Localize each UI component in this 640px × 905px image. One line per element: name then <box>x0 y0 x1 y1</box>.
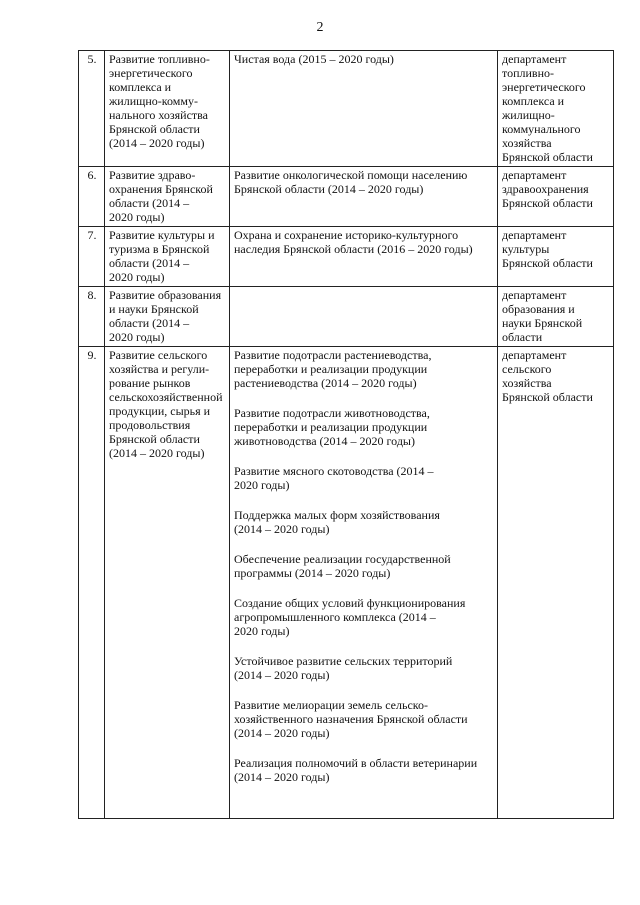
row-number: 5. <box>87 52 97 66</box>
program-name-cell <box>105 347 230 819</box>
table-row <box>79 287 614 347</box>
program-name: Развитие топливно- энергетического комплекса и жилищно-комму- нального хозяйства Брянской области (2014 – 2020 годы) <box>109 52 210 150</box>
department-name: департамент здравоохранения Брянской области <box>502 168 593 210</box>
subprograms-cell <box>230 347 498 819</box>
department-name: департамент культуры Брянской области <box>502 228 593 270</box>
program-name: Развитие сельского хозяйства и регули- рование рынков сельскохозяйственной продукции, сырья и продовольствия Брянской области (2014 – 2020 годы) <box>109 348 223 460</box>
program-name-cell <box>105 227 230 287</box>
row-number-cell <box>79 167 105 227</box>
department-cell <box>498 287 614 347</box>
table-row <box>79 167 614 227</box>
row-number-cell <box>79 227 105 287</box>
table-row <box>79 347 614 819</box>
department-cell <box>498 347 614 819</box>
department-name: департамент сельского хозяйства Брянской области <box>502 348 593 404</box>
subprograms-cell <box>230 287 498 347</box>
row-number-cell <box>79 347 105 819</box>
program-name-cell <box>105 287 230 347</box>
subprogram-item: Развитие подотрасли растениеводства, переработки и реализации продукции растениеводства (2014 – 2020 годы) <box>234 348 432 390</box>
row-number: 8. <box>87 288 97 302</box>
row-number-cell <box>79 287 105 347</box>
row-number: 6. <box>87 168 97 182</box>
subprograms-cell <box>230 227 498 287</box>
page-number: 2 <box>316 20 324 35</box>
subprogram-item: Обеспечение реализации государственной программы (2014 – 2020 годы) <box>234 552 451 580</box>
row-number: 7. <box>87 228 97 242</box>
subprogram-list <box>234 228 494 256</box>
subprogram-item: Устойчивое развитие сельских территорий (2014 – 2020 годы) <box>234 654 453 682</box>
subprogram-item: Развитие подотрасли животноводства, переработки и реализации продукции животноводства (2014 – 2020 годы) <box>234 406 430 448</box>
subprogram-item: Развитие онкологической помощи населению Брянской области (2014 – 2020 годы) <box>234 168 468 196</box>
program-name-cell <box>105 51 230 167</box>
subprogram-item: Чистая вода (2015 – 2020 годы) <box>234 52 394 66</box>
table-row <box>79 51 614 167</box>
subprogram-list <box>234 348 494 784</box>
subprogram-item: Поддержка малых форм хозяйствования (2014 – 2020 годы) <box>234 508 440 536</box>
department-cell <box>498 167 614 227</box>
subprogram-item: Охрана и сохранение историко-культурного наследия Брянской области (2016 – 2020 годы) <box>234 228 473 256</box>
subprogram-item: Создание общих условий функционирования агропромышленного комплекса (2014 – 2020 годы) <box>234 596 466 638</box>
subprograms-cell <box>230 51 498 167</box>
department-name: департамент топливно- энергетического комплекса и жилищно- коммунального хозяйства Брянской области <box>502 52 593 164</box>
department-cell <box>498 51 614 167</box>
department-name: департамент образования и науки Брянской области <box>502 288 583 344</box>
subprogram-list <box>234 52 494 66</box>
program-name: Развитие культуры и туризма в Брянской области (2014 – 2020 годы) <box>109 228 215 284</box>
subprogram-item: Реализация полномочий в области ветеринарии (2014 – 2020 годы) <box>234 756 478 784</box>
subprogram-item: Развитие мелиорации земель сельско- хозяйственного назначения Брянской области (2014 – 2020 годы) <box>234 698 468 740</box>
programs-table <box>78 50 614 819</box>
row-number: 9. <box>87 348 97 362</box>
table-row <box>79 227 614 287</box>
program-name-cell <box>105 167 230 227</box>
program-name: Развитие образования и науки Брянской области (2014 – 2020 годы) <box>109 288 222 344</box>
subprograms-cell <box>230 167 498 227</box>
row-number-cell <box>79 51 105 167</box>
program-name: Развитие здраво- охранения Брянской области (2014 – 2020 годы) <box>109 168 213 224</box>
subprogram-item: Развитие мясного скотоводства (2014 – 2020 годы) <box>234 464 434 492</box>
subprogram-list <box>234 168 494 196</box>
department-cell <box>498 227 614 287</box>
